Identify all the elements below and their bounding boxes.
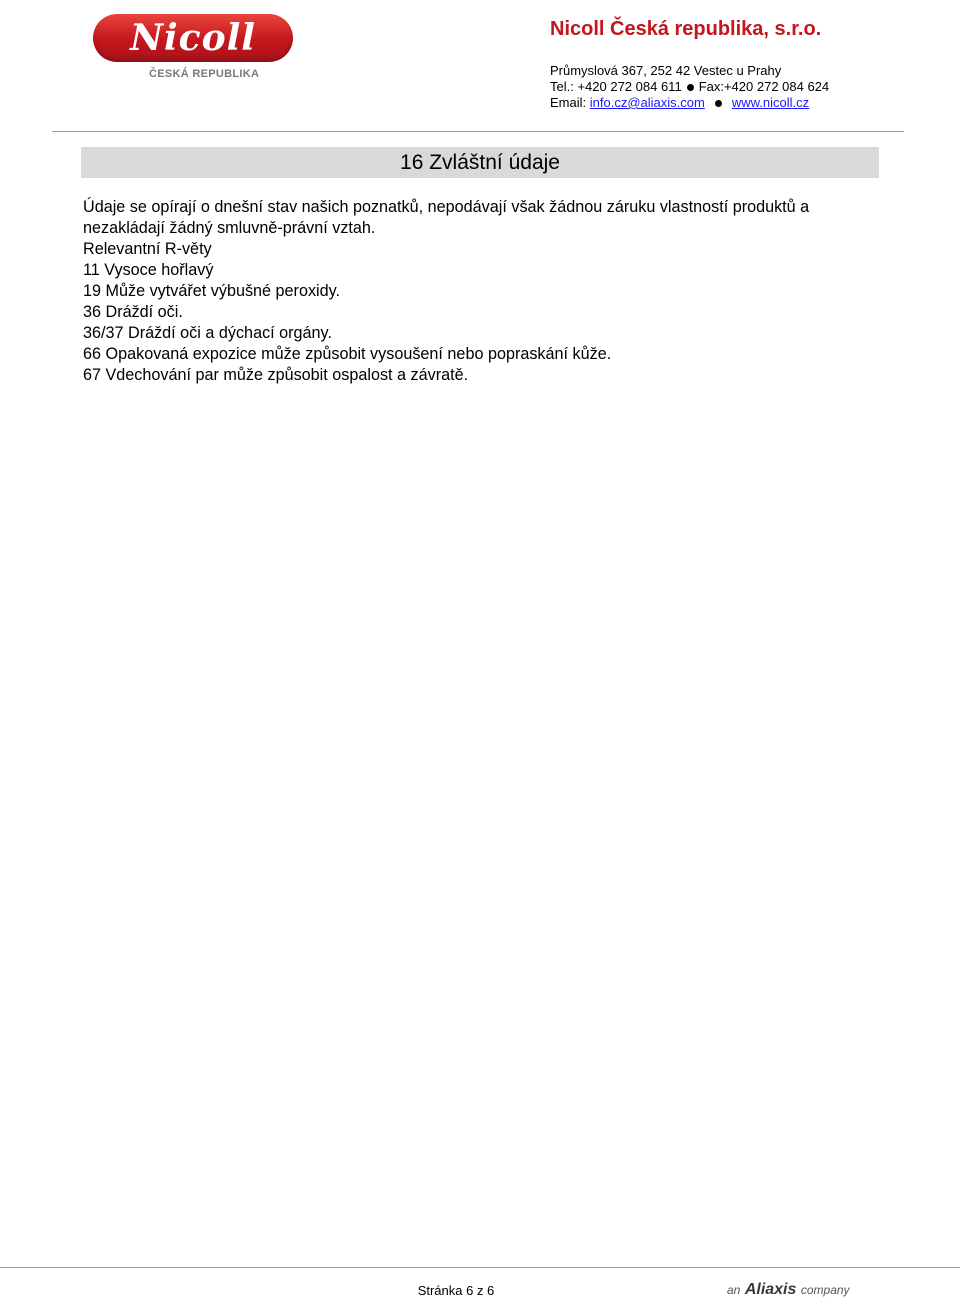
header-divider	[52, 131, 904, 132]
logo-wordmark: Nicoll	[93, 14, 293, 62]
company-name: Nicoll Česká republika, s.r.o.	[550, 18, 822, 40]
r-phrase-item: 19 Může vytvářet výbušné peroxidy.	[83, 282, 341, 300]
bullet-icon	[715, 100, 722, 107]
page-number: Stránka 6 z 6	[417, 1283, 495, 1298]
intro-paragraph: Údaje se opírají o dnešní stav našich poznatků, nepodávají však žádnou záruku vlastností produktů a nezakládají žádný smluvně-právní vztah.	[83, 198, 810, 237]
contact-phone-line	[550, 79, 829, 94]
website-link[interactable]: www.nicoll.cz	[731, 95, 810, 110]
bullet-icon	[687, 84, 694, 91]
logo-subtitle: ČESKÁ REPUBLIKA	[149, 68, 260, 80]
fax-number: Fax:+420 272 084 624	[698, 79, 830, 94]
phone-number: Tel.: +420 272 084 611	[550, 79, 682, 94]
email-label: Email:	[550, 95, 587, 110]
section-content	[83, 197, 883, 386]
r-phrase-item: 66 Opakovaná expozice může způsobit vysoušení nebo popraskání kůže.	[83, 345, 612, 363]
r-phrase-item: 36/37 Dráždí oči a dýchací orgány.	[83, 324, 332, 342]
section-title: 16 Zvláštní údaje	[81, 147, 879, 178]
r-phrase-item: 67 Vdechování par může způsobit ospalost a závratě.	[83, 366, 469, 384]
aliaxis-prefix: an	[727, 1283, 741, 1297]
aliaxis-suffix: company	[800, 1283, 850, 1297]
r-phrase-item: 11 Vysoce hořlavý	[83, 261, 214, 279]
aliaxis-name: Aliaxis	[744, 1281, 797, 1298]
aliaxis-logo	[727, 1281, 850, 1299]
company-address: Průmyslová 367, 252 42 Vestec u Prahy	[550, 63, 782, 78]
r-phrase-item: 36 Dráždí oči.	[83, 303, 183, 321]
contact-web-line	[550, 95, 809, 110]
r-phrases-heading: Relevantní R-věty	[83, 240, 212, 258]
nicoll-logo	[93, 14, 293, 84]
email-link[interactable]: info.cz@aliaxis.com	[589, 95, 705, 110]
footer-divider	[0, 1267, 960, 1268]
